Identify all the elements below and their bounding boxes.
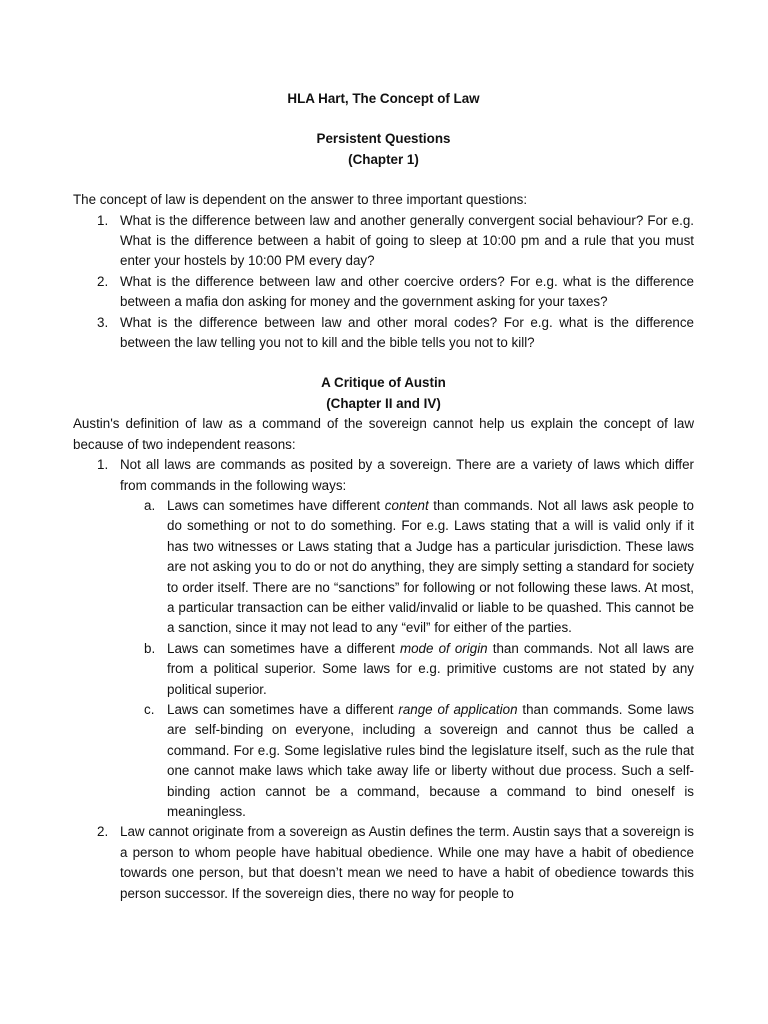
section1-question-list (73, 211, 694, 354)
sub-list-text-pre: Laws can sometimes have a different (167, 640, 400, 656)
list-number: 2. (97, 273, 109, 289)
list-item-text: Not all laws are commands as posited by a sovereign. There are a variety of laws which differ from commands in the following ways: (120, 457, 694, 493)
emphasis-text: mode of origin (399, 640, 488, 656)
sub-list-text-pre: Laws can sometimes have different (167, 497, 385, 513)
section2-reason-list-continued (73, 822, 694, 904)
sub-list-letter: b. (144, 640, 156, 656)
sub-list-text-pre: Laws can sometimes have a different (167, 701, 399, 717)
section2-intro: Austin's definition of law as a command of the sovereign cannot help us explain the concept of law because of two independent reasons: (73, 416, 694, 452)
list-item (73, 272, 694, 313)
sub-list-text-post: than commands. Some laws are self-binding on everyone, including a sovereign and cannot thus be called a command. For e.g. Some legislative rules bind the legislature itself, such as the rule that one cannot make laws which take away life or liberty without due process. Such a self-binding action cannot be a command, because a command to bind oneself is meaningless. (167, 701, 694, 819)
list-item-text: Law cannot originate from a sovereign as Austin defines the term. Austin says that a sovereign is a person to whom people have habitual obedience. While one may have a habit of obedience towards one person, but that doesn’t mean we need to have a habit of obedience towards this person successor. If the sovereign dies, there no way for people to (120, 824, 694, 901)
section-heading-persistent-questions: Persistent Questions (316, 131, 451, 147)
sub-list-letter: a. (144, 497, 156, 513)
section2-reason-list (73, 455, 694, 496)
sub-list-item (73, 700, 694, 822)
list-item-text: What is the difference between law and other moral codes? For e.g. what is the difference between the law telling you not to kill and the bible tells you not to kill? (120, 314, 694, 351)
document-body (73, 89, 694, 904)
list-item (73, 211, 694, 272)
list-item (73, 822, 694, 904)
list-item-text: What is the difference between law and another generally convergent social behaviour? For e.g. What is the difference between a habit of going to sleep at 10:00 pm and a rule that you must enter your hostels by 10:00 PM every day? (120, 212, 694, 269)
list-item (73, 313, 694, 354)
sub-list-text-post: than commands. Not all laws are from a political superior. Some laws for e.g. primitive customs are not stated by any political superior. (167, 640, 694, 697)
section2-sub-list (73, 496, 694, 823)
sub-list-item (73, 639, 694, 700)
list-item (73, 455, 694, 496)
sub-list-letter: c. (144, 701, 155, 717)
list-number: 1. (97, 457, 109, 473)
list-number: 2. (97, 824, 109, 840)
section-heading-critique-of-austin: A Critique of Austin (321, 375, 446, 391)
sub-list-item (73, 496, 694, 639)
list-item-text: What is the difference between law and other coercive orders? For e.g. what is the difference between a mafia don asking for money and the government asking for your taxes? (120, 273, 694, 310)
section-subheading-chapter-2-4: (Chapter II and IV) (326, 395, 441, 411)
sub-list-text-post: than commands. Not all laws ask people to do something or not to do something. For e.g. Laws stating that a will is valid only if it has two witnesses or Laws stating that a Judge has a particular jurisdiction. These laws are not asking you to do or not do anything, they are simply setting a standard for society to order itself. There are no “sanctions” for following or not following these laws. At most, a particular transaction can be either valid/invalid or liable to be quashed. This cannot be a sanction, since it may not lead to any “evil” for either of the parties. (167, 497, 694, 636)
emphasis-text: range of application (398, 701, 518, 717)
document-title: HLA Hart, The Concept of Law (287, 91, 480, 106)
section-subheading-chapter-1: (Chapter 1) (348, 151, 419, 167)
list-number: 3. (97, 314, 109, 330)
emphasis-text: content (384, 497, 429, 513)
list-number: 1. (97, 212, 109, 228)
section1-intro: The concept of law is dependent on the answer to three important questions: (73, 192, 528, 208)
